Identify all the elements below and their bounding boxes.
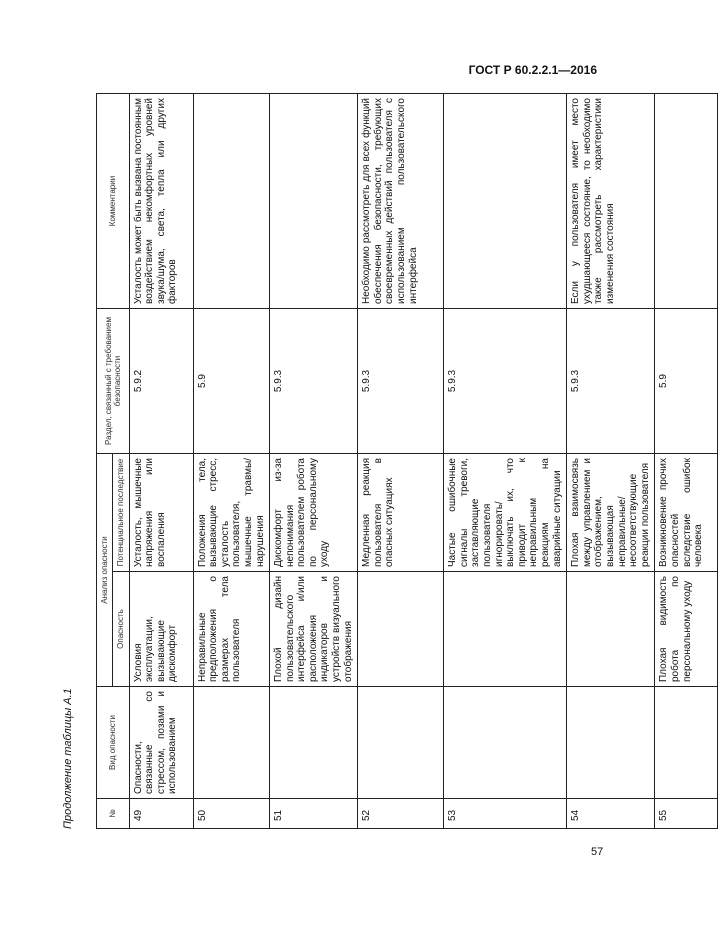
hazard-cell: Условия эксплуатации, вызывающие дискомфорт — [129, 572, 193, 687]
table-row — [567, 94, 655, 829]
section-cell: 5.9.3 — [270, 309, 358, 454]
comment-cell — [193, 94, 270, 309]
section-cell: 5.9 — [193, 309, 270, 454]
comment-cell: Необходимо рассмотреть для всех функций обеспечения безопасности, требующих своевременных действий пользователя с использованием пользовательского интерфейса — [358, 94, 444, 309]
hazard-analysis-table — [96, 93, 718, 829]
hazard-type-cell — [270, 687, 358, 799]
row-number: 54 — [567, 799, 655, 829]
col-num-header: № — [97, 799, 130, 829]
consequence-cell: Медленная реакция пользователя в опасных ситуациях — [358, 454, 444, 572]
header-row — [97, 94, 113, 829]
page-number: 57 — [591, 846, 604, 858]
table-row — [270, 94, 358, 829]
hazard-cell — [444, 572, 567, 687]
hazard-type-cell — [567, 687, 655, 799]
consequence-cell: Положения тела, вызывающие стресс, усталость пользователя, мышечные травмы/нарушения — [193, 454, 270, 572]
col-section-header: Раздел, связанный с требованием безопасности — [97, 309, 130, 454]
row-number: 49 — [129, 799, 193, 829]
table-row — [193, 94, 270, 829]
hazard-cell: Плохая видимость робота по персональному уходу — [655, 572, 718, 687]
consequence-cell: Частые ошибочные сигналы тревоги, заставляющие пользователя игнорировать/выключать их, что приводит к неправильным реакциям на аварийные ситуации — [444, 454, 567, 572]
table-row — [444, 94, 567, 829]
comment-cell: Усталость может быть вызвана постоянным воздействием некомфортных уровней звука/шума, света, тепла или других факторов — [129, 94, 193, 309]
section-cell: 5.9 — [655, 309, 718, 454]
comment-cell: Если у пользователя имеет место ухудшающееся состояние, то необходимо также рассмотреть характеристики изменения состояния — [567, 94, 655, 309]
table-row — [655, 94, 718, 829]
hazard-cell: Неправильные предположения о размерах тела пользователя — [193, 572, 270, 687]
consequence-cell: Плохая взаимосвязь между управлением и отображением, вызывающая неправильные/несоответствующие реакции пользователя — [567, 454, 655, 572]
rotated-table-page — [62, 94, 705, 829]
table-caption: Продолжение таблицы А.1 — [62, 688, 74, 829]
comment-cell — [444, 94, 567, 309]
comment-cell — [270, 94, 358, 309]
hazard-type-cell: Опасности, связанные со стрессом, позами и использованием — [129, 687, 193, 799]
hazard-cell — [358, 572, 444, 687]
col-hazard-header: Опасность — [113, 572, 129, 687]
section-cell: 5.9.3 — [358, 309, 444, 454]
section-cell: 5.9.3 — [567, 309, 655, 454]
hazard-cell: Плохой дизайн пользовательского интерфейса и/или расположения индикаторов и устройств визуального отображения — [270, 572, 358, 687]
consequence-cell: Дискомфорт из-за непонимания пользователем робота по персональному уходу — [270, 454, 358, 572]
section-cell: 5.9.3 — [444, 309, 567, 454]
consequence-cell: Усталость, мышечные напряжения или воспаления — [129, 454, 193, 572]
col-hazard-type-header: Вид опасности — [97, 687, 130, 799]
row-number: 50 — [193, 799, 270, 829]
row-number: 52 — [358, 799, 444, 829]
col-consequence-header: Потенциальное последствие — [113, 454, 129, 572]
row-number: 55 — [655, 799, 718, 829]
table-row — [129, 94, 193, 829]
hazard-type-cell — [358, 687, 444, 799]
section-cell: 5.9.2 — [129, 309, 193, 454]
comment-cell — [655, 94, 718, 309]
table-row — [358, 94, 444, 829]
row-number: 53 — [444, 799, 567, 829]
col-analysis-header: Анализ опасности — [97, 454, 113, 687]
row-number: 51 — [270, 799, 358, 829]
hazard-cell — [567, 572, 655, 687]
hazard-type-cell — [193, 687, 270, 799]
hazard-type-cell — [444, 687, 567, 799]
hazard-type-cell — [655, 687, 718, 799]
col-comments-header: Комментарии — [97, 94, 130, 309]
consequence-cell: Возникновение прочих опасностей вследствие ошибок человека — [655, 454, 718, 572]
standard-designation: ГОСТ Р 60.2.2.1—2016 — [468, 63, 597, 77]
